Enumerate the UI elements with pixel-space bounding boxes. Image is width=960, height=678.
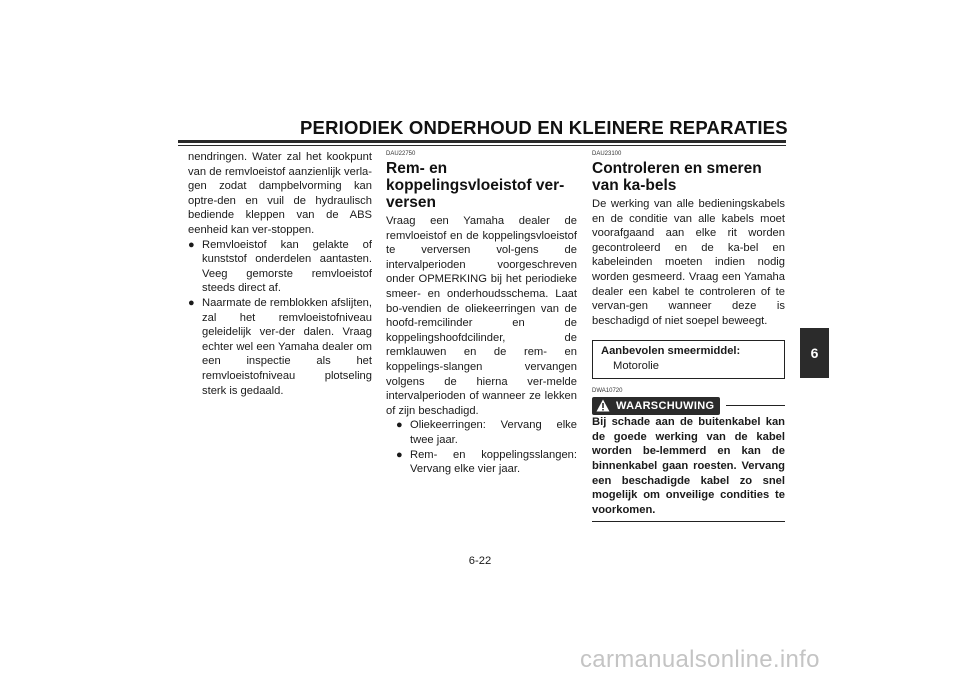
lubricant-box: [592, 340, 785, 378]
lubricant-box-value: Motorolie: [613, 359, 660, 372]
column-2: [386, 150, 577, 477]
list-item-text: Naarmate de remblokken afslijten, zal het remvloeistofniveau geleidelijk ver-der dalen. Vraag echter wel een Yamaha dealer om een inspectie als het remvloeistofniveau plotseling sterk is gedaald.: [202, 296, 372, 397]
warning-rule: [726, 405, 785, 406]
bullet-icon: ●: [188, 296, 195, 309]
warning-label: WAARSCHUWING: [616, 399, 715, 412]
warning-code: DWA10720: [592, 387, 623, 394]
bullet-icon: ●: [396, 448, 403, 461]
list-item-text: Rem- en koppelingsslangen: Vervang elke vier jaar.: [410, 448, 577, 476]
bullet-icon: ●: [396, 419, 403, 432]
lubricant-box-title: Aanbevolen smeermiddel:: [601, 345, 741, 358]
bullet-icon: ●: [188, 238, 195, 251]
section-title-cables: Controleren en smeren van ka-bels: [592, 160, 762, 194]
section-paragraph: De werking van alle bedieningskabels en de conditie van alle kabels moet voorafgaand aan elke rit worden gecontroleerd en de ka-bel en kabeleinden moeten indien nodig worden gesmeerd. Vraag een Yamaha dealer een kabel te controleren of te vervan-gen wanneer deze is beschadigd of niet soepel beweegt.: [592, 198, 785, 327]
warning-badge: [592, 397, 720, 416]
continued-paragraph: nendringen. Water zal het kookpunt van de remvloeistof aanzienlijk verla-gen zodat dampbelvorming kan optre-den en vuil de hydraulisch bediende kleppen van de ABS eenheid kan ver-stoppen.: [188, 151, 372, 236]
section-paragraph: Vraag een Yamaha dealer de remvloeistof en de koppelingsvloeistof te verversen vol-gens de intervalperioden voorgeschreven onder OPMERKING bij het periodieke smeer- en onderhoudsschema. Laat bo-vendien de oliekeerringen van de hoofd-remcilinder en de koppelingshoofdcilinder, de remklauwen en de rem- en koppelings-slangen vervangen volgens de hierna ver-melde intervalperioden of wanneer ze lekken of zijn beschadigd.: [386, 215, 577, 417]
column-3: [592, 150, 785, 522]
list-item-text: Remvloeistof kan gelakte of kunststof onderdelen aantasten. Veeg gemorste remvloeistof steeds direct af.: [202, 238, 372, 295]
watermark: carmanualsonline.info: [580, 646, 820, 673]
page-title: PERIODIEK ONDERHOUD EN KLEINERE REPARATIES: [300, 117, 788, 138]
warning-text: Bij schade aan de buitenkabel kan de goede werking van de kabel worden be-lemmerd en kan de binnenkabel gaan roesten. Vervang een beschadigde kabel zo snel mogelijk om onveilige condities te voorkomen.: [592, 416, 785, 516]
warning-triangle-icon: [596, 399, 610, 412]
list-item-text: Oliekeerringen: Vervang elke twee jaar.: [410, 419, 577, 446]
list-item: [396, 448, 577, 477]
list-item: [396, 418, 577, 447]
warning-bottom-rule: [592, 521, 785, 522]
column-1: [188, 150, 372, 398]
list-item: [188, 296, 372, 398]
section-code: DAU23100: [592, 151, 622, 157]
section-code: DAU22750: [386, 151, 416, 157]
header-rule-thick: [178, 140, 786, 143]
page-number: 6-22: [468, 555, 492, 567]
section-title-brake-fluid: Rem- en koppelingsvloeistof ver-versen: [386, 160, 565, 211]
warning-header: [592, 397, 785, 416]
header-rule-thin: [178, 145, 786, 146]
list-item: [188, 238, 372, 296]
chapter-tab: 6: [800, 328, 829, 378]
